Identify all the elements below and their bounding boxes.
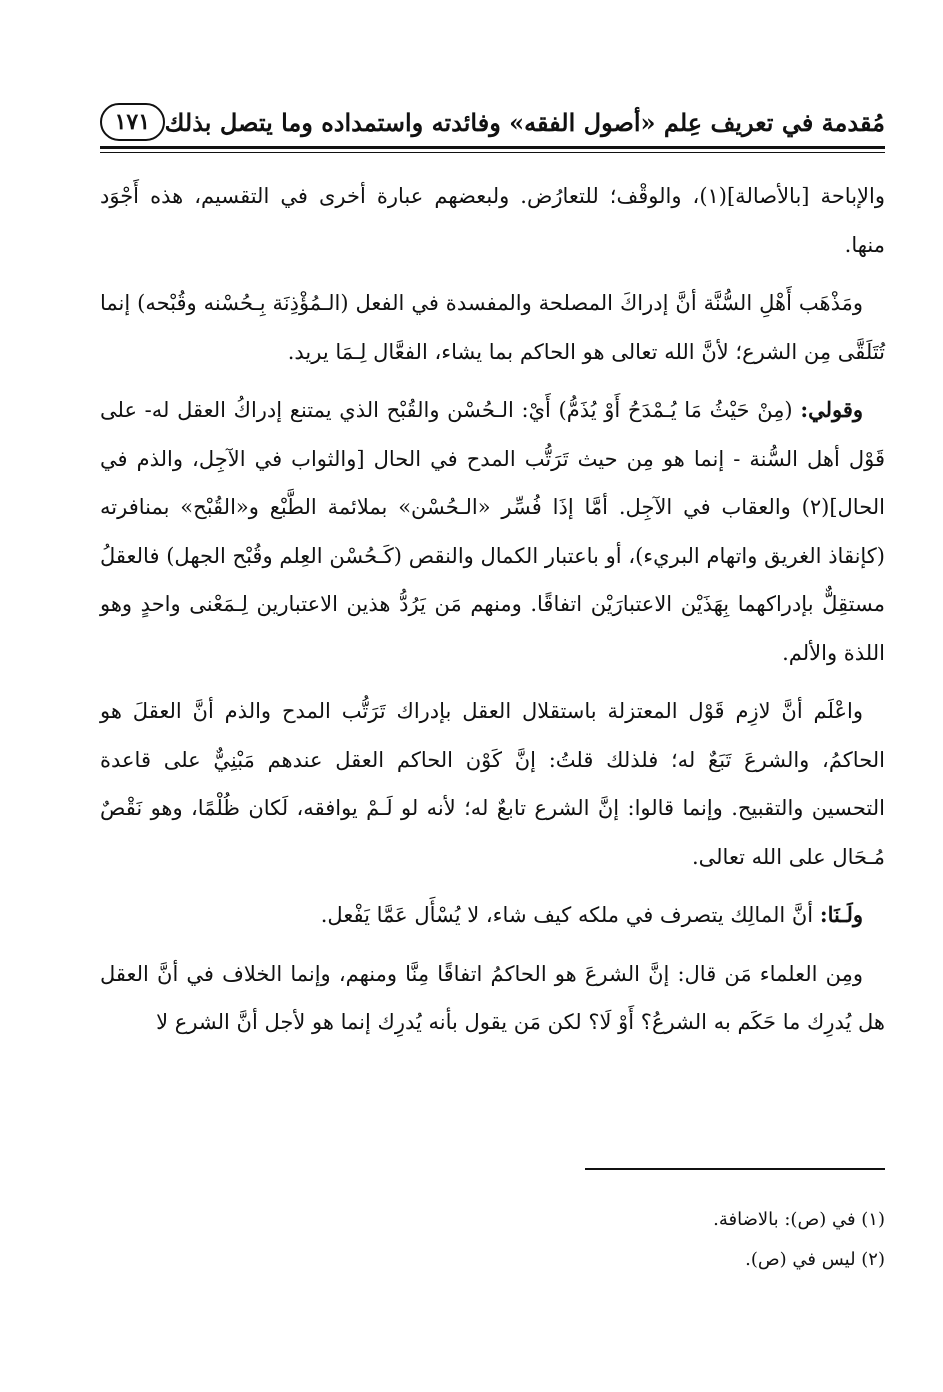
- paragraph-text: (مِنْ حَيْثُ مَا يُـمْدَحُ أَوْ يُذَمُّ) أَيْ: الـحُسْن والقُبْح الذي يمتنع إدراكُ العقل له- على قَوْل أهل السُّنة - إنما هو مِن حيث تَرَتُّب المدح في الحال [والثواب في الآجِل، والذم في الحال](٢) والعقاب في الآجِل. أمَّا إذَا فُسِّر «الـحُسْن» بملائمة الطَّبْع و«القُبْح» بمنافرته (كإنقاذ الغريق واتهام البريء)، أو باعتبار الكمال والنقص (كَـحُسْن العِلم وقُبْح الجهل) فالعقلُ مستقِلٌّ بإدراكهما بِهَذَيْن الاعتبارَيْن اتفاقًا. ومنهم مَن يَرُدُّ هذين الاعتبارين لِـمَعْنى واحدٍ وهو اللذة والألم.: [100, 398, 885, 665]
- main-text: [100, 172, 885, 1057]
- paragraph-text: واعْلَم أنَّ لازِم قَوْل المعتزلة باستقلال العقل بإدراك تَرَتُّب المدح والذم أنَّ العقلَ هو الحاكمُ، والشرعَ تَبَعٌ له؛ فلذلك قلتُ: إنَّ كَوْن الحاكم العقل عندهم مَبْنِيٌّ على قاعدة التحسين والتقبيح. وإنما قالوا: إنَّ الشرع تابعٌ له؛ لأنه لو لَـمْ يوافقه، لَكان ظُلْمًا، وهو نَقْصٌ مُـحَال على الله تعالى.: [100, 699, 885, 869]
- footnote-separator: [585, 1168, 885, 1170]
- running-title: مُقدمة في تعريف عِلم «أصول الفقه» وفائدته واستمداده وما يتصل بذلك: [164, 107, 885, 137]
- paragraph-text: أنَّ المالِك يتصرف في ملكه كيف شاء، لا يُسْأَل عَمَّا يَفْعل.: [320, 903, 820, 927]
- paragraph: [100, 279, 885, 376]
- paragraph-text: ومَذْهَب أَهْلِ السُّنَّة أنَّ إدراكَ المصلحة والمفسدة في الفعل (الـمُؤْذِنَة بِـحُسْنه وقُبْحه) إنما تُتَلَقَّى مِن الشرع؛ لأنَّ الله تعالى هو الحاكم بما يشاء، الفعَّال لِـمَا يريد.: [100, 291, 885, 364]
- header-rule-thin: [100, 152, 885, 153]
- footnote: (٢) ليس في (ص).: [745, 1249, 885, 1270]
- paragraph: [100, 891, 885, 940]
- header-rule-thick: [100, 146, 885, 149]
- paragraph: [100, 172, 885, 269]
- paragraph-text: والإباحة [بالأصالة](١)، والوقْف؛ للتعارُض. ولبعضهم عبارة أخرى في التقسيم، هذه أَجْوَد منها.: [100, 184, 885, 257]
- footnote: (١) في (ص): بالاضافة.: [713, 1209, 885, 1230]
- paragraph-lead: وقولي:: [800, 397, 863, 422]
- paragraph-lead: ولَـنَا:: [819, 902, 863, 927]
- paragraph-text: ومِن العلماء مَن قال: إنَّ الشرعَ هو الحاكمُ اتفاقًا مِنَّا ومنهم، وإنما الخلاف في أنَّ العقل هل يُدرِك ما حَكَم به الشرعُ؟ أَوْ لَا؟ لكن مَن يقول بأنه يُدرِك إنما هو لأجل أنَّ الشرع لا: [100, 961, 885, 1034]
- paragraph: [100, 950, 885, 1047]
- page-header: [100, 100, 885, 144]
- footnotes: [100, 1200, 885, 1280]
- paragraph: [100, 386, 885, 677]
- paragraph: [100, 687, 885, 881]
- page-number-badge: ١٧١: [100, 103, 165, 141]
